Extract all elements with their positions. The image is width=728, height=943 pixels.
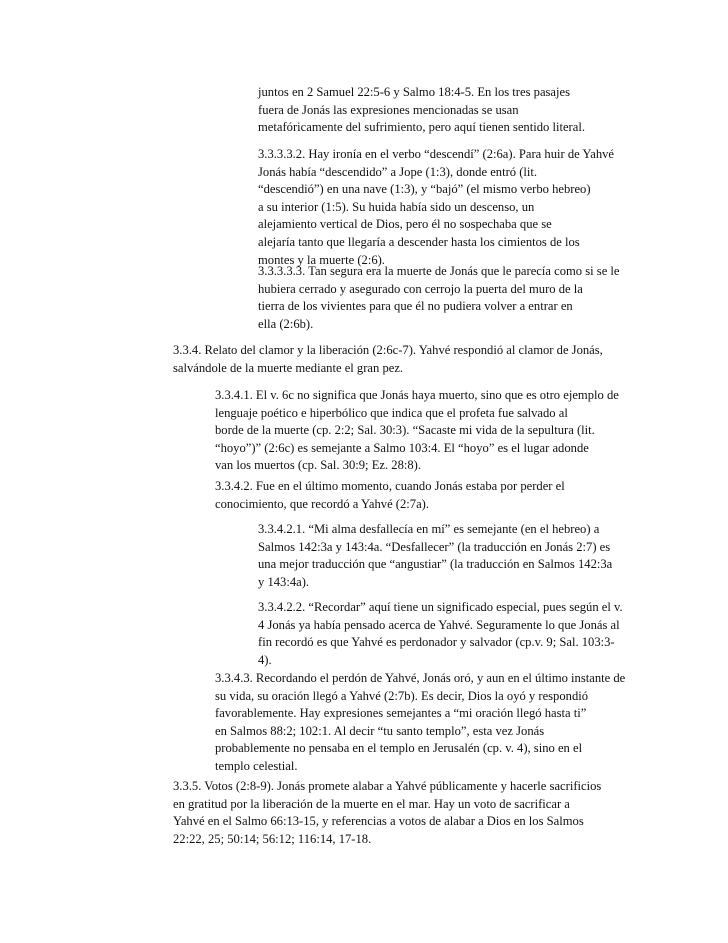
text-line: Salmos 142:3a y 143:4a. “Desfallecer” (la traducción en Jonás 2:7) es xyxy=(258,539,611,554)
text-line: conocimiento, que recordó a Yahvé (2:7a). xyxy=(215,496,430,511)
text-line: lenguaje poético e hiperbólico que indica que el profeta fue salvado al xyxy=(215,405,568,420)
text-line: tierra de los vivientes para que él no pudiera volver a entrar en xyxy=(258,299,573,314)
text-line: borde de la muerte (cp. 2:2; Sal. 30:3). “Sacaste mi vida de la sepultura (lit. xyxy=(215,423,595,438)
text-line: 3.3.4.3. Recordando el perdón de Yahvé, Jonás oró, y aun en el último instante de xyxy=(215,671,626,685)
text-line: hubiera cerrado y asegurado con cerrojo la puerta del muro de la xyxy=(258,281,583,296)
text-line: 22:22, 25; 50:14; 56:12; 116:14, 17-18. xyxy=(173,831,372,846)
text-line: 3.3.5. Votos (2:8-9). Jonás promete alabar a Yahvé públicamente y hacerle sacrificios xyxy=(173,779,602,793)
text-line: ella (2:6b). xyxy=(258,316,314,331)
text-line: “hoyo”)” (2:6c) es semejante a Salmo 103:4. El “hoyo” es el lugar adonde xyxy=(215,440,589,455)
text-line: 3.3.3.3.2. Hay ironía en el verbo “descendí” (2:6a). Para huir de Yahvé xyxy=(258,147,615,161)
text-line: a su interior (1:5). Su huida había sido un descenso, un xyxy=(258,199,535,214)
text-line: templo celestial. xyxy=(215,758,298,773)
text-line: y 143:4a). xyxy=(258,574,310,589)
paragraph-3-3-3-3-3 xyxy=(258,263,620,333)
paragraph-3-3-4-1 xyxy=(215,387,619,475)
text-line: alejamiento vertical de Dios, pero él no sospechaba que se xyxy=(258,217,552,232)
section-3-3-5 xyxy=(173,778,601,848)
text-line: 3.3.4.2. Fue en el último momento, cuando Jonás estaba por perder el xyxy=(215,479,565,493)
paragraph-3-3-4-2 xyxy=(215,478,565,513)
text-line: su vida, su oración llegó a Yahvé (2:7b). Es decir, Dios la oyó y respondió xyxy=(215,688,589,703)
text-line: 3.3.3.3.3. Tan segura era la muerte de Jonás que le parecía como si se le xyxy=(258,264,620,278)
text-line: fin recordó es que Yahvé es perdonador y salvador (cp.v. 9; Sal. 103:3- xyxy=(258,635,615,650)
text-line: 3.3.4.2.1. “Mi alma desfallecía en mí” es semejante (en el hebreo) a xyxy=(258,522,600,536)
text-line: 3.3.4.1. El v. 6c no significa que Jonás haya muerto, sino que es otro ejemplo de xyxy=(215,388,619,402)
text-line: en gratitud por la liberación de la muerte en el mar. Hay un voto de sacrificar a xyxy=(173,796,570,811)
text-line: 4 Jonás ya había pensado acerca de Yahvé. Seguramente lo que Jonás al xyxy=(258,617,620,632)
text-line: juntos en 2 Samuel 22:5-6 y Salmo 18:4-5. En los tres pasajes xyxy=(258,85,571,99)
paragraph-3-3-3-3-1-continuation xyxy=(258,84,585,137)
text-line: 3.3.4.2.2. “Recordar” aquí tiene un significado especial, pues según el v. xyxy=(258,600,623,614)
section-3-3-4 xyxy=(173,342,603,377)
text-line: 4). xyxy=(258,652,272,667)
paragraph-3-3-4-2-1 xyxy=(258,521,612,591)
paragraph-3-3-4-3 xyxy=(215,670,625,776)
text-line: van los muertos (cp. Sal. 30:9; Ez. 28:8). xyxy=(215,458,422,473)
text-line: en Salmos 88:2; 102:1. Al decir “tu santo templo”, esta vez Jonás xyxy=(215,723,545,738)
text-line: una mejor traducción que “angustiar” (la traducción en Salmos 142:3a xyxy=(258,557,613,572)
text-line: montes y la muerte (2:6). xyxy=(258,252,385,267)
text-line: fuera de Jonás las expresiones mencionadas se usan xyxy=(258,102,519,117)
paragraph-3-3-3-3-2 xyxy=(258,146,614,269)
text-line: salvándole de la muerte mediante el gran pez. xyxy=(173,360,404,375)
text-line: favorablemente. Hay expresiones semejantes a “mi oración llegó hasta ti” xyxy=(215,706,587,721)
paragraph-3-3-4-2-2 xyxy=(258,599,623,669)
text-line: probablemente no pensaba en el templo en Jerusalén (cp. v. 4), sino en el xyxy=(215,741,583,756)
text-line: “descendió”) en una nave (1:3), y “bajó” (el mismo verbo hebreo) xyxy=(258,182,591,197)
text-line: 3.3.4. Relato del clamor y la liberación (2:6c-7). Yahvé respondió al clamor de Jonás, xyxy=(173,343,603,357)
text-line: alejaría tanto que llegaría a descender hasta los cimientos de los xyxy=(258,234,580,249)
text-line: Yahvé en el Salmo 66:13-15, y referencias a votos de alabar a Dios en los Salmos xyxy=(173,814,584,829)
text-line: metafóricamente del sufrimiento, pero aquí tienen sentido literal. xyxy=(258,120,585,135)
text-line: Jonás había “descendido” a Jope (1:3), donde entró (lit. xyxy=(258,164,538,179)
